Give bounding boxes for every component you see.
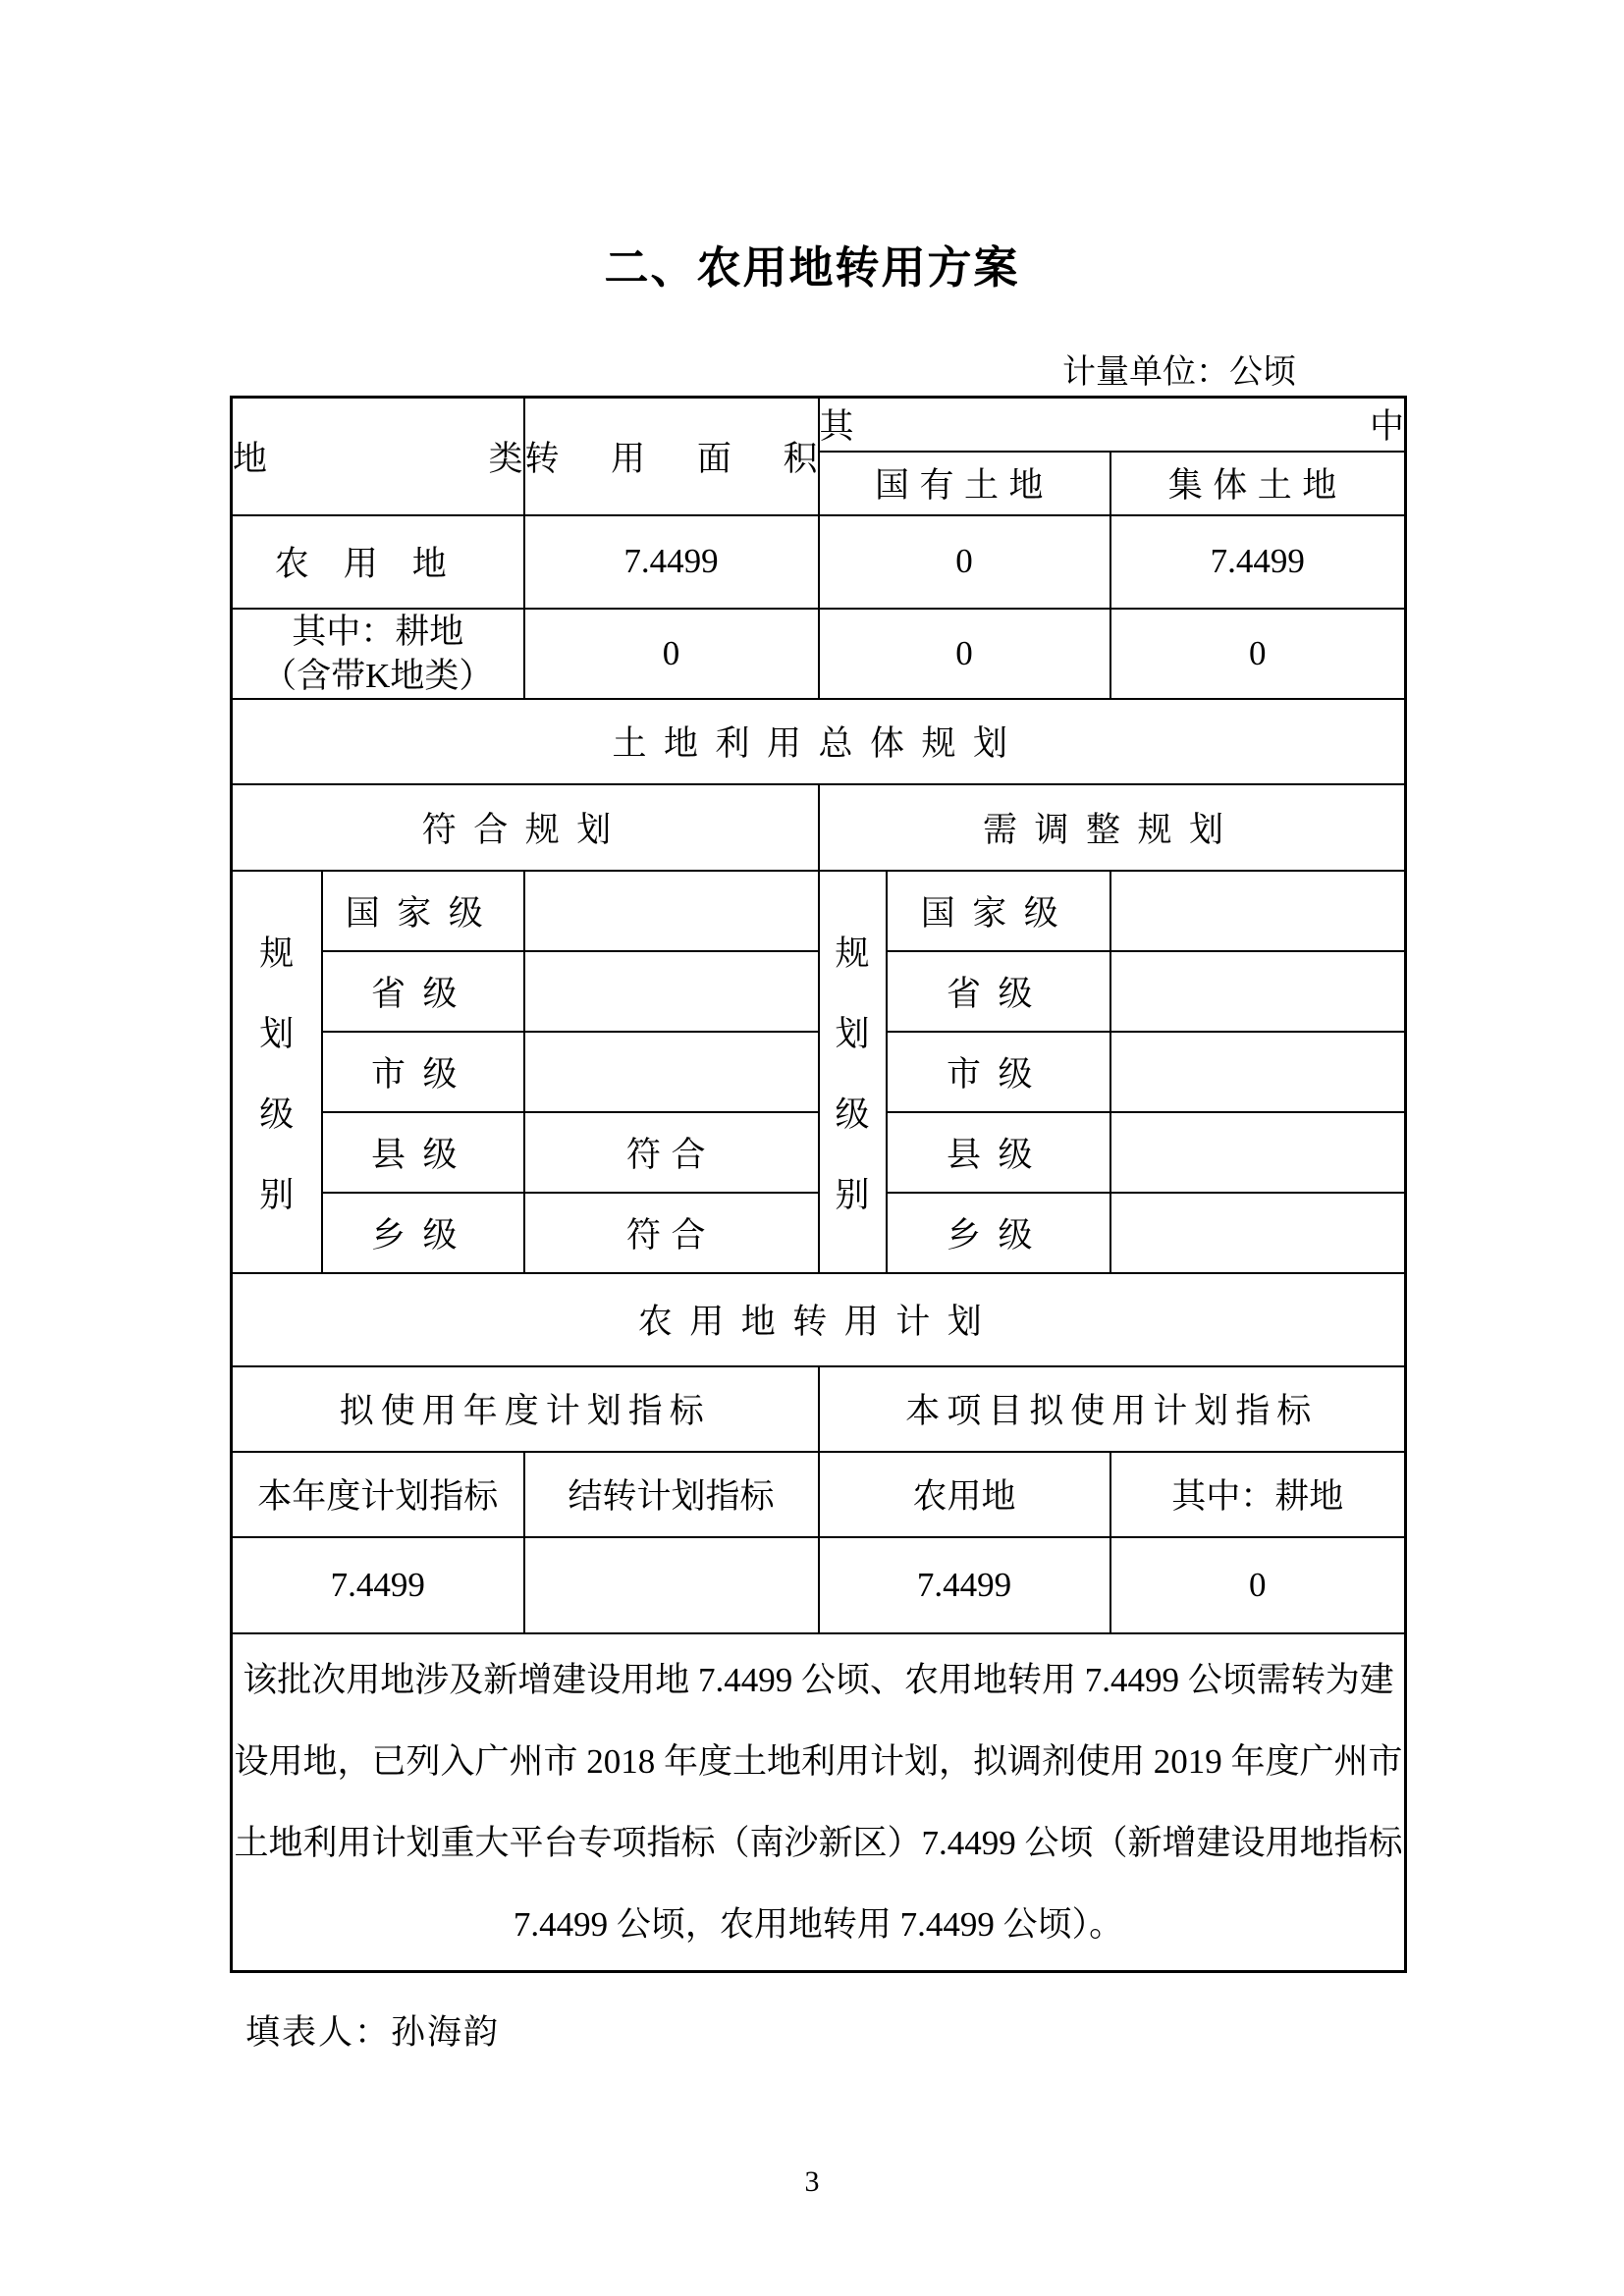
level-province-label-left: 省级 [322,951,524,1032]
header-state-owned-land: 国有土地 [819,452,1110,515]
header-among-which: 其中 [819,398,1406,452]
level-city-label-left: 市级 [322,1032,524,1112]
value-cultivated-land: 0 [1110,1537,1406,1633]
annual-indicator-header: 拟使用年度计划指标 [232,1366,819,1452]
level-city-label-right: 市级 [887,1032,1110,1112]
level-township-adjust-value [1110,1193,1406,1273]
level-county-adjust-value [1110,1112,1406,1193]
cultivated-label-line1: 其中：耕地 [292,612,464,651]
adjust-plan-header: 需调整规划 [819,784,1406,871]
table-row [232,609,1406,699]
cultivated-state-owned-value: 0 [819,609,1110,699]
level-township-label-right: 乡级 [887,1193,1110,1273]
level-national-adjust-value [1110,871,1406,951]
level-province-comply-value [524,951,819,1032]
level-county-label-right: 县级 [887,1112,1110,1193]
level-national-comply-value [524,871,819,951]
level-province-label-right: 省级 [887,951,1110,1032]
level-city-adjust-value [1110,1032,1406,1112]
agri-land-label: 农用地 [232,515,524,609]
value-carryover-indicator [524,1537,819,1633]
unit-note: 计量单位：公顷 [1062,354,1296,391]
plan-level-axis-right: 规 划 级 别 [819,871,887,1273]
land-conversion-table [230,396,1407,1973]
col-agri-land: 农用地 [819,1452,1110,1537]
agri-land-collective-value: 7.4499 [1110,515,1406,609]
page-title: 二、农用地转用方案 [604,242,1020,293]
agri-land-area-value: 7.4499 [524,515,819,609]
agri-land-state-owned-value: 0 [819,515,1110,609]
col-cultivated-land: 其中：耕地 [1110,1452,1406,1537]
table-row [232,1112,1406,1193]
plan-level-axis-left: 规 划 级 别 [232,871,322,1273]
header-collective-land: 集体土地 [1110,452,1406,515]
cultivated-collective-value: 0 [1110,609,1406,699]
col-carryover-indicator: 结转计划指标 [524,1452,819,1537]
level-county-comply-value: 符合 [524,1112,819,1193]
conversion-plan-title: 农用地转用计划 [232,1273,1406,1366]
level-national-label-right: 国家级 [887,871,1110,951]
table-row [232,1032,1406,1112]
header-conversion-area: 转用面积 [524,398,819,515]
comply-plan-header: 符合规划 [232,784,819,871]
table-row [232,1537,1406,1633]
col-annual-indicator: 本年度计划指标 [232,1452,524,1537]
overall-plan-title: 土地利用总体规划 [232,699,1406,784]
value-annual-indicator: 7.4499 [232,1537,524,1633]
level-county-label-left: 县级 [322,1112,524,1193]
level-township-label-left: 乡级 [322,1193,524,1273]
table-row [232,871,1406,951]
preparer-label: 填表人：孙海韵 [245,2013,501,2052]
project-indicator-header: 本项目拟使用计划指标 [819,1366,1406,1452]
table-row [232,515,1406,609]
table-row [232,951,1406,1032]
table-row [232,1193,1406,1273]
page-number: 3 [804,2165,820,2198]
value-agri-land: 7.4499 [819,1537,1110,1633]
level-province-adjust-value [1110,951,1406,1032]
header-land-class: 地类 [232,398,524,515]
level-township-comply-value: 符合 [524,1193,819,1273]
cultivated-area-value: 0 [524,609,819,699]
note-paragraph: 该批次用地涉及新增建设用地 7.4499 公顷、农用地转用 7.4499 公顷需转为建设用地，已列入广州市 2018 年度土地利用计划，拟调剂使用 2019 年度广州市土地利用计划重大平台专项指标（南沙新区）7.4499 公顷（新增建设用地指标 7.4499 公顷，农用地转用 7.4499 公顷）。 [232,1633,1406,1972]
level-national-label-left: 国家级 [322,871,524,951]
cultivated-land-label [232,609,524,699]
level-city-comply-value [524,1032,819,1112]
cultivated-label-line2: （含带K地类） [262,656,494,695]
